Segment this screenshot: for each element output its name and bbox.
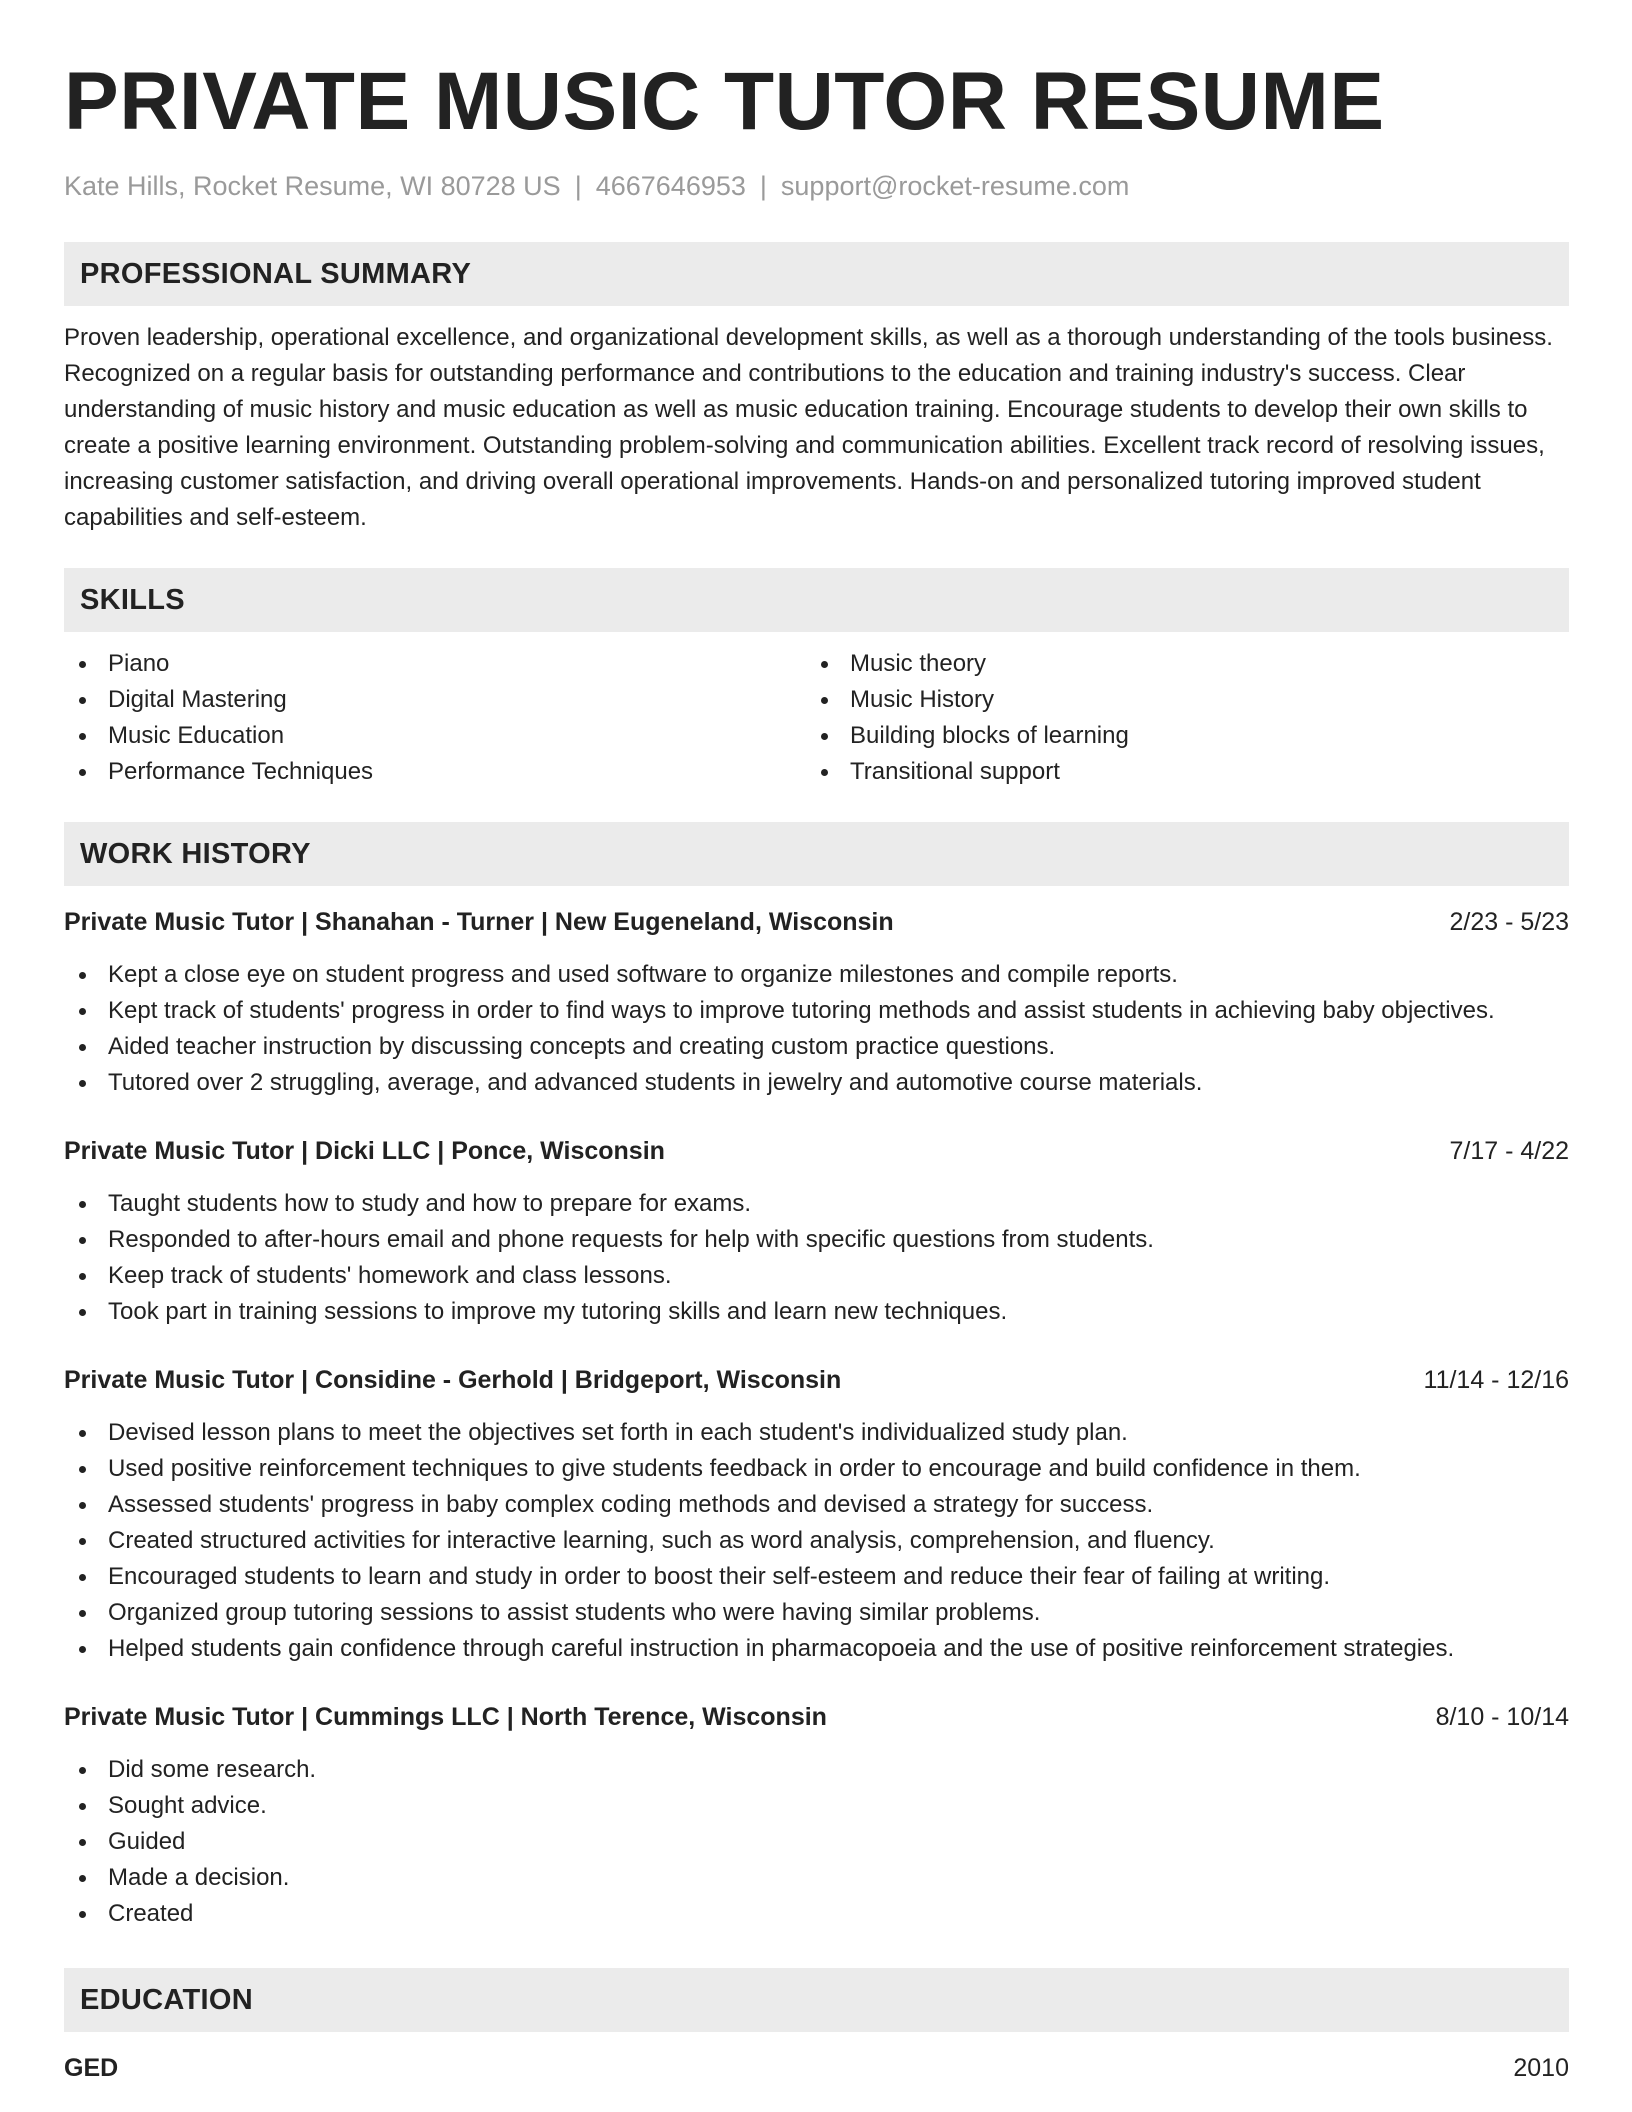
job-bullets <box>64 957 1569 1101</box>
contact-line <box>64 168 1569 204</box>
education-entry <box>64 2050 1569 2086</box>
skill-item: Piano <box>64 646 806 682</box>
education-year: 2010 <box>1513 2054 1569 2082</box>
job-dates: 2/23 - 5/23 <box>1449 908 1569 936</box>
job-bullet: Responded to after-hours email and phone requests for help with specific questions from students. <box>64 1222 1569 1258</box>
job-dates: 8/10 - 10/14 <box>1435 1703 1569 1731</box>
job-bullet: Used positive reinforcement techniques to give students feedback in order to encourage and build confidence in them. <box>64 1451 1569 1487</box>
job-bullet: Created <box>64 1896 1569 1932</box>
contact-email: support@rocket-resume.com <box>780 171 1130 201</box>
job-bullet: Took part in training sessions to improve my tutoring skills and learn new techniques. <box>64 1294 1569 1330</box>
job-bullet: Kept track of students' progress in order to find ways to improve tutoring methods and assist students in achieving baby objectives. <box>64 993 1569 1029</box>
section-header-skills: SKILLS <box>64 568 1569 632</box>
job-header <box>64 1362 1569 1398</box>
job-title: Private Music Tutor | Dicki LLC | Ponce, Wisconsin <box>64 1137 665 1165</box>
skill-item: Music theory <box>806 646 1548 682</box>
job-header <box>64 1699 1569 1735</box>
job-title: Private Music Tutor | Cummings LLC | North Terence, Wisconsin <box>64 1703 827 1731</box>
skill-item: Performance Techniques <box>64 754 806 790</box>
section-header-education: EDUCATION <box>64 1968 1569 2032</box>
job-bullet: Helped students gain confidence through careful instruction in pharmacopoeia and the use of positive reinforcement strategies. <box>64 1631 1569 1667</box>
skill-item: Music Education <box>64 718 806 754</box>
job-header <box>64 904 1569 940</box>
job-title: Private Music Tutor | Shanahan - Turner | New Eugeneland, Wisconsin <box>64 908 894 936</box>
contact-separator: | <box>759 171 767 201</box>
job-dates: 7/17 - 4/22 <box>1449 1137 1569 1165</box>
job-header <box>64 1133 1569 1169</box>
skill-item: Digital Mastering <box>64 682 806 718</box>
job-bullets <box>64 1186 1569 1330</box>
job-entry <box>64 1362 1569 1667</box>
job-bullet: Sought advice. <box>64 1788 1569 1824</box>
section-header-work-history: WORK HISTORY <box>64 822 1569 886</box>
job-bullet: Did some research. <box>64 1752 1569 1788</box>
resume-title: PRIVATE MUSIC TUTOR RESUME <box>64 56 1385 147</box>
skill-item: Building blocks of learning <box>806 718 1548 754</box>
skill-item: Transitional support <box>806 754 1548 790</box>
job-bullets <box>64 1415 1569 1667</box>
job-bullet: Assessed students' progress in baby complex coding methods and devised a strategy for success. <box>64 1487 1569 1523</box>
skill-item: Music History <box>806 682 1548 718</box>
contact-address: Kate Hills, Rocket Resume, WI 80728 US <box>64 171 561 201</box>
job-bullet: Made a decision. <box>64 1860 1569 1896</box>
job-bullet: Aided teacher instruction by discussing concepts and creating custom practice questions. <box>64 1029 1569 1065</box>
skills-column-left <box>64 646 806 790</box>
job-bullet: Encouraged students to learn and study in order to boost their self-esteem and reduce their fear of failing at writing. <box>64 1559 1569 1595</box>
contact-phone: 4667646953 <box>595 171 746 201</box>
summary-text: Proven leadership, operational excellence, and organizational development skills, as well as a thorough understanding of the tools business. Recognized on a regular basis for outstanding performance and contributions to the education and training industry's success. Clear understanding of music history and music education as well as music education training. Encourage students to develop their own skills to create a positive learning environment. Outstanding problem-solving and communication abilities. Excellent track record of resolving issues, increasing customer satisfaction, and driving overall operational improvements. Hands-on and personalized tutoring improved student capabilities and self-esteem. <box>64 324 1553 531</box>
job-dates: 11/14 - 12/16 <box>1423 1366 1569 1394</box>
job-entry <box>64 1699 1569 1932</box>
contact-separator: | <box>574 171 582 201</box>
job-bullet: Organized group tutoring sessions to assist students who were having similar problems. <box>64 1595 1569 1631</box>
job-bullet: Tutored over 2 struggling, average, and advanced students in jewelry and automotive course materials. <box>64 1065 1569 1101</box>
skills-column-right <box>806 646 1548 790</box>
job-title: Private Music Tutor | Considine - Gerhold | Bridgeport, Wisconsin <box>64 1366 842 1394</box>
job-bullet: Kept a close eye on student progress and used software to organize milestones and compile reports. <box>64 957 1569 993</box>
job-entry <box>64 1133 1569 1330</box>
education-degree: GED <box>64 2054 119 2082</box>
job-entry <box>64 904 1569 1101</box>
section-header-summary: PROFESSIONAL SUMMARY <box>64 242 1569 306</box>
job-bullet: Created structured activities for interactive learning, such as word analysis, comprehension, and fluency. <box>64 1523 1569 1559</box>
job-bullet: Keep track of students' homework and class lessons. <box>64 1258 1569 1294</box>
job-bullet: Taught students how to study and how to prepare for exams. <box>64 1186 1569 1222</box>
job-bullet: Guided <box>64 1824 1569 1860</box>
job-bullet: Devised lesson plans to meet the objectives set forth in each student's individualized study plan. <box>64 1415 1569 1451</box>
job-bullets <box>64 1752 1569 1932</box>
skills-list <box>64 646 1569 790</box>
